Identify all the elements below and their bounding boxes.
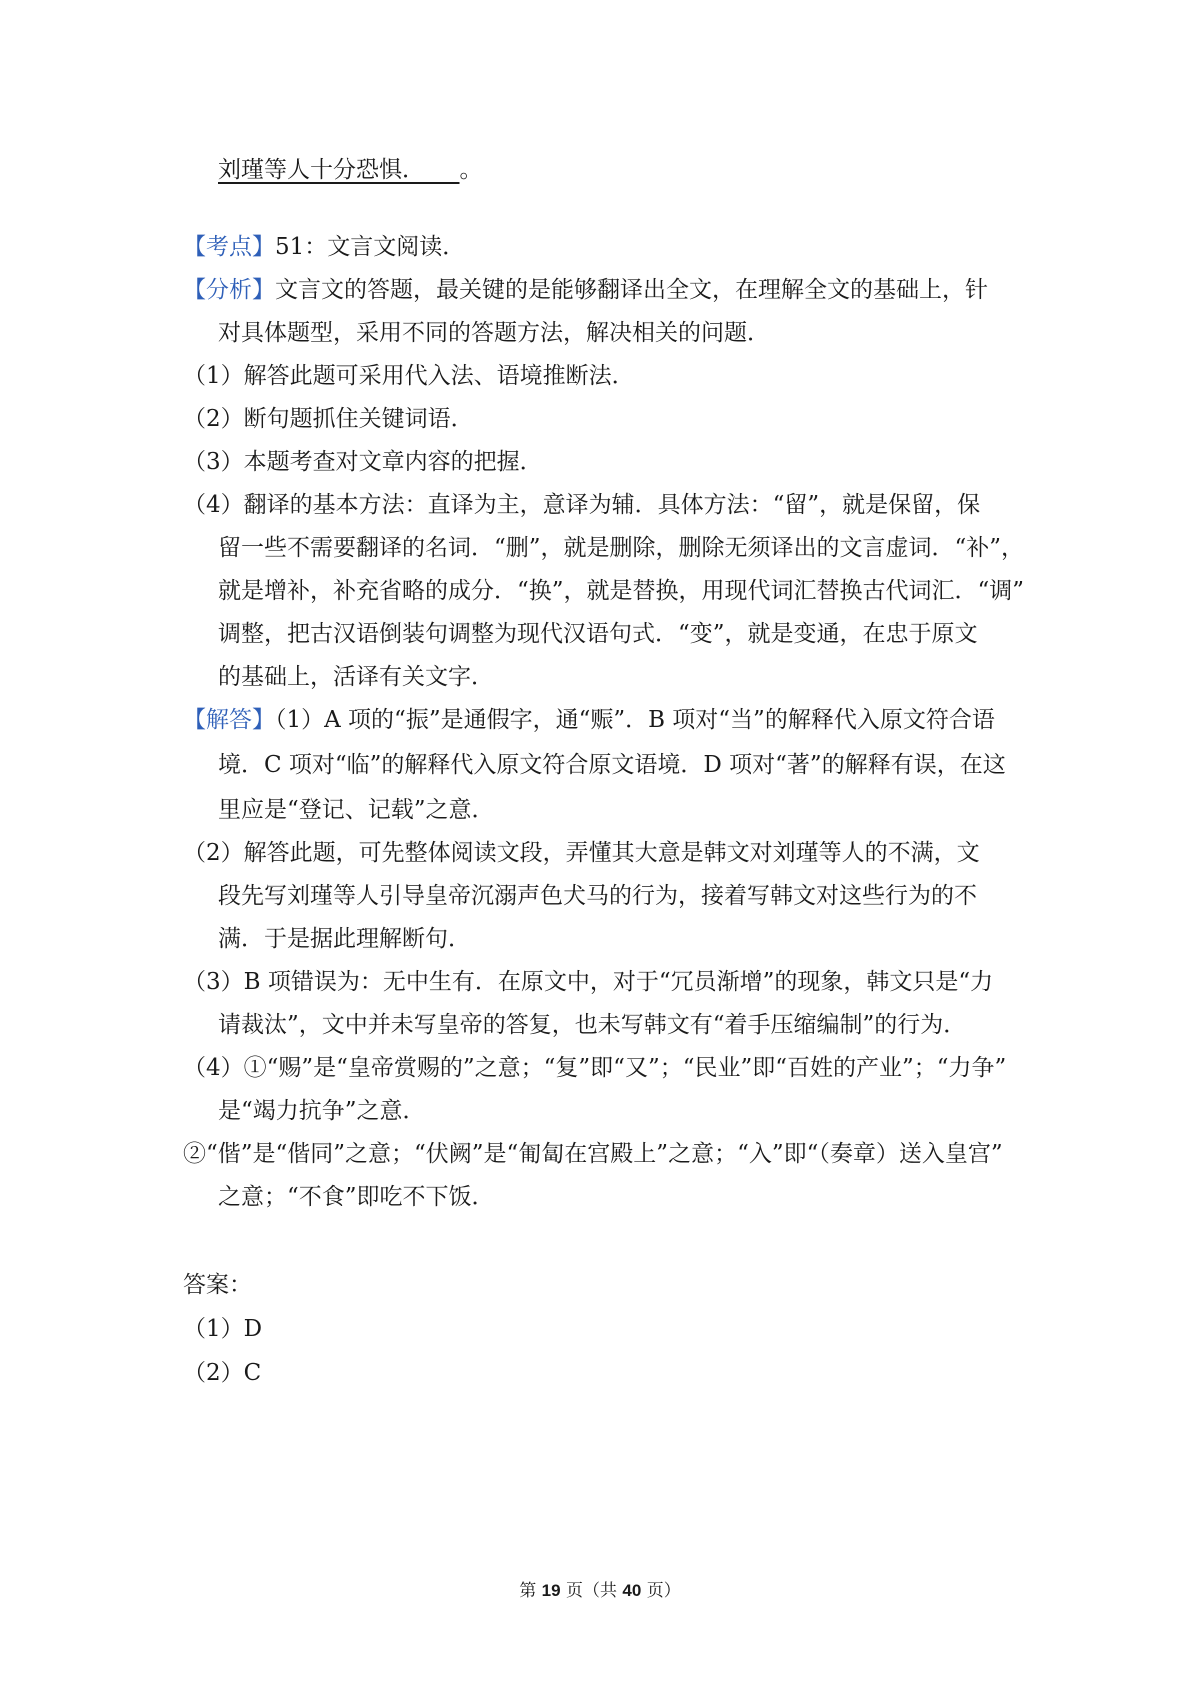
underlined-sentence: 刘瑾等人十分恐惧． <box>218 157 414 183</box>
analysis-item-4-line-1: （4）翻译的基本方法：直译为主，意译为辅．具体方法：“留”，就是保留，保 <box>183 492 981 518</box>
analysis-item-4-line-2: 留一些不需要翻译的名词．“删”，就是删除，删除无须译出的文言虚词．“补”， <box>218 535 1025 561</box>
answer-4-line-2: 是“竭力抗争”之意． <box>218 1098 426 1124</box>
jieda-line-1 <box>183 705 995 735</box>
analysis-item-4-line-4: 调整，把古汉语倒装句调整为现代汉语句式．“变”，就是变通，在忠于原文 <box>218 621 978 647</box>
answer-3-line-2: 请裁汰”，文中并未写皇帝的答复，也未写韩文有“着手压缩编制”的行为． <box>218 1012 967 1038</box>
fenxi-tag: 【分析】 <box>183 277 275 303</box>
jieda-text-1: （1）A 项的“振”是通假字，通“赈”．B 项对“当”的解释代入原文符合语 <box>275 707 995 733</box>
sentence-end: 。 <box>459 157 483 183</box>
analysis-item-2: （2）断句题抓住关键词语． <box>183 406 474 432</box>
answers-item-2: （2）C <box>183 1360 262 1386</box>
jieda-line-2: 境．C 项对“临”的解释代入原文符合原文语境．D 项对“著”的解释有误，在这 <box>218 752 1006 778</box>
answer-2-line-2: 段先写刘瑾等人引导皇帝沉溺声色犬马的行为，接着写韩文对这些行为的不 <box>218 883 977 909</box>
analysis-item-3: （3）本题考查对文章内容的把握． <box>183 449 543 475</box>
answer-4-line-1: （4）①“赐”是“皇帝赏赐的”之意；“复”即“又”；“民业”即“百姓的产业”；“力争” <box>183 1055 1007 1081</box>
kaodian-section <box>183 232 465 262</box>
fenxi-line-1 <box>183 275 988 305</box>
previous-answer-line <box>218 155 483 185</box>
answer-3-line-1: （3）B 项错误为：无中生有．在原文中，对于“冗员渐增”的现象，韩文只是“力 <box>183 969 994 995</box>
page-number: 19 <box>541 1581 561 1600</box>
answer-4-line-4: 之意；“不食”即吃不下饭． <box>218 1184 495 1210</box>
analysis-item-4-line-3: 就是增补，补充省略的成分．“换”，就是替换，用现代词汇替换古代词汇．“调” <box>218 578 1025 604</box>
fenxi-text-1: 文言文的答题，最关键的是能够翻译出全文，在理解全文的基础上，针 <box>275 277 988 303</box>
page-total: 40 <box>622 1581 642 1600</box>
answers-label: 答案： <box>183 1272 252 1298</box>
answer-4-line-3: ②“偕”是“偕同”之意；“伏阙”是“匍匐在宫殿上”之意；“入”即“（奏章）送入皇宫” <box>183 1141 1003 1167</box>
kaodian-tag: 【考点】 <box>183 234 275 260</box>
answer-2-line-1: （2）解答此题，可先整体阅读文段，弄懂其大意是韩文对刘瑾等人的不满，文 <box>183 840 980 866</box>
page-footer: 第 19 页（共 40 页） <box>519 1581 681 1601</box>
analysis-item-4-line-5: 的基础上，活译有关文字． <box>218 664 494 690</box>
fenxi-line-2: 对具体题型，采用不同的答题方法，解决相关的问题． <box>218 320 770 346</box>
analysis-item-1: （1）解答此题可采用代入法、语境推断法． <box>183 363 635 389</box>
jieda-line-3: 里应是“登记、记载”之意． <box>218 797 495 823</box>
answers-item-1: （1）D <box>183 1316 263 1342</box>
answer-2-line-3: 满．于是据此理解断句． <box>218 926 471 952</box>
jieda-tag: 【解答】 <box>183 707 275 733</box>
kaodian-text: 51：文言文阅读． <box>275 234 466 260</box>
